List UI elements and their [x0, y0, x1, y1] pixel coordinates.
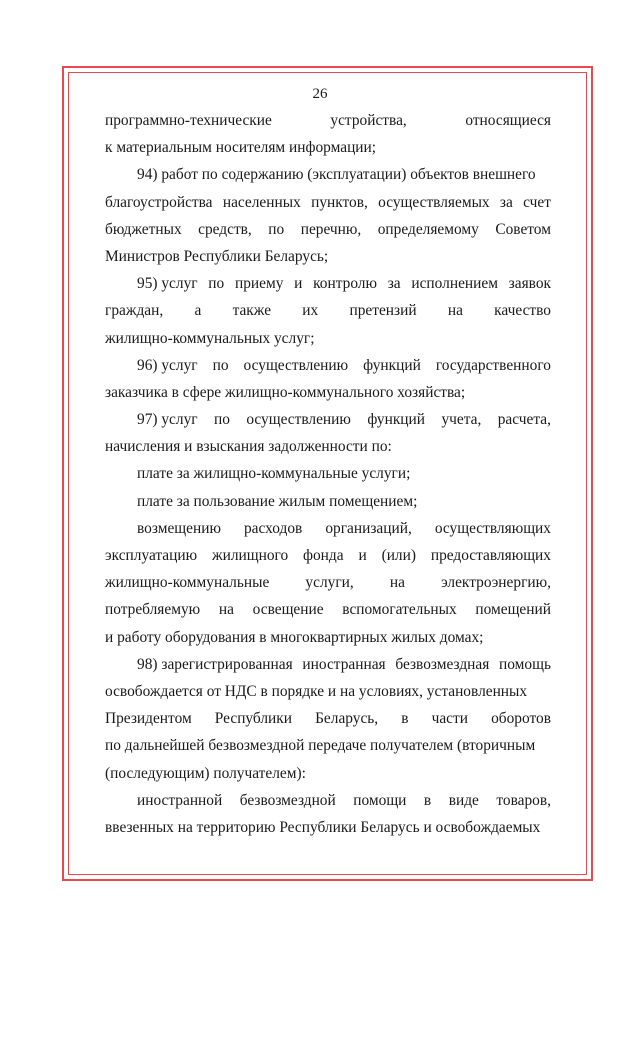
word: а: [194, 302, 202, 320]
word: 95) услуг: [137, 275, 198, 293]
word: за: [387, 275, 401, 293]
word: определяемому: [377, 220, 479, 238]
word: функций: [367, 411, 426, 429]
word: на: [218, 601, 234, 619]
word: эксплуатацию: [105, 547, 198, 564]
word: предоставляющих: [430, 547, 551, 564]
word: качество: [494, 302, 551, 320]
text-line: [105, 189, 551, 216]
word: расчета,: [497, 411, 551, 429]
word: по: [213, 411, 230, 429]
word: устройства,: [330, 112, 407, 129]
text-line: [105, 515, 551, 542]
word: счет: [523, 193, 551, 211]
word: электроэнергию,: [441, 574, 551, 592]
word: Беларусь,: [315, 710, 379, 728]
word: жилищно-коммунальные: [105, 574, 270, 592]
word: части: [431, 710, 468, 728]
word: на: [447, 302, 463, 320]
text-line: [105, 270, 551, 297]
word: приему: [234, 275, 284, 293]
word: пунктов,: [311, 193, 368, 211]
word: за: [499, 193, 513, 211]
word: граждан,: [105, 302, 164, 320]
word: иностранной: [137, 791, 223, 809]
word: Республики: [214, 710, 293, 728]
word: организаций,: [325, 519, 412, 537]
text-line: Министров Республики Беларусь;: [105, 247, 329, 265]
text-line: и работу оборудования в многоквартирных жилых домах;: [105, 628, 484, 646]
word: и: [294, 275, 303, 293]
word: в: [423, 791, 432, 809]
word: осуществляющих: [434, 519, 551, 537]
word: Советом: [495, 220, 551, 238]
word: потребляемую: [105, 601, 201, 619]
text-line: [105, 705, 551, 732]
word: исполнением: [411, 275, 498, 293]
word: претензий: [349, 302, 417, 320]
text-line: [105, 542, 551, 569]
word: помещений: [475, 601, 551, 619]
word: функций: [363, 356, 421, 374]
word: населенных: [222, 193, 301, 211]
word: 98) зарегистрированная: [137, 655, 293, 673]
text-line: ввезенных на территорию Республики Беларусь и освобождаемых: [105, 818, 541, 836]
text-line: [105, 596, 551, 623]
text-line: [105, 569, 551, 596]
word: контролю: [313, 275, 377, 293]
word: также: [232, 302, 272, 320]
word: вспомогательных: [342, 601, 457, 619]
word: помощи: [353, 791, 407, 809]
word: перечню,: [300, 220, 362, 238]
text-line: начисления и взыскания задолженности по:: [105, 438, 392, 456]
word: товаров,: [496, 791, 551, 809]
word: осуществлению: [246, 411, 351, 429]
text-line: [105, 107, 551, 134]
word: государственного: [435, 356, 551, 374]
page-number: 26: [312, 86, 328, 102]
word: освещение: [252, 601, 324, 619]
word: безвозмездная: [395, 655, 490, 673]
text-line: (последующим) получателем):: [105, 764, 306, 782]
text-line: [105, 297, 551, 324]
text-line: по дальнейшей безвозмездной передаче получателем (вторичным: [105, 737, 536, 755]
word: программно-технические: [105, 112, 272, 129]
word: оборотов: [491, 710, 551, 728]
text-line: [105, 406, 551, 433]
word: помощь: [499, 655, 551, 673]
word: по: [208, 275, 225, 293]
word: бюджетных: [105, 220, 182, 238]
text-line: [105, 787, 551, 814]
word: по: [268, 220, 285, 238]
word: иностранная: [302, 655, 386, 673]
word: в: [401, 710, 409, 728]
text-line: [105, 651, 551, 678]
word: расходов: [243, 519, 303, 537]
word: заявок: [508, 275, 551, 293]
word: жилищного: [211, 547, 289, 564]
text-line: жилищно-коммунальных услуг;: [105, 329, 315, 347]
text-line: к материальным носителям информации;: [105, 139, 377, 157]
word: учета,: [441, 411, 482, 429]
text-line: плате за пользование жилым помещением;: [137, 492, 418, 510]
word: относящиеся: [465, 112, 551, 129]
word: виде: [448, 791, 479, 809]
text-line: 94) работ по содержанию (эксплуатации) объектов внешнего: [137, 166, 536, 184]
word: (или): [381, 547, 416, 564]
word: 96) услуг: [137, 356, 198, 374]
text-line: освобождается от НДС в порядке и на условиях, установленных: [105, 682, 528, 700]
word: возмещению: [137, 519, 221, 537]
word: средств,: [198, 220, 252, 238]
text-line: [105, 352, 551, 379]
word: осуществлению: [243, 356, 349, 374]
text-line: плате за жилищно-коммунальные услуги;: [137, 465, 411, 483]
word: по: [212, 356, 229, 374]
word: Президентом: [105, 710, 192, 728]
word: и: [358, 547, 367, 564]
word: 97) услуг: [137, 411, 198, 429]
document-body: [105, 107, 551, 841]
word: осуществляемых: [378, 193, 490, 211]
word: на: [389, 574, 405, 592]
word: безвозмездной: [239, 791, 336, 809]
word: услуги,: [305, 574, 354, 592]
word: фонда: [303, 547, 344, 564]
text-line: [105, 216, 551, 243]
word: их: [302, 302, 319, 320]
word: благоустройства: [105, 193, 213, 211]
text-line: заказчика в сфере жилищно-коммунального хозяйства;: [105, 383, 466, 401]
